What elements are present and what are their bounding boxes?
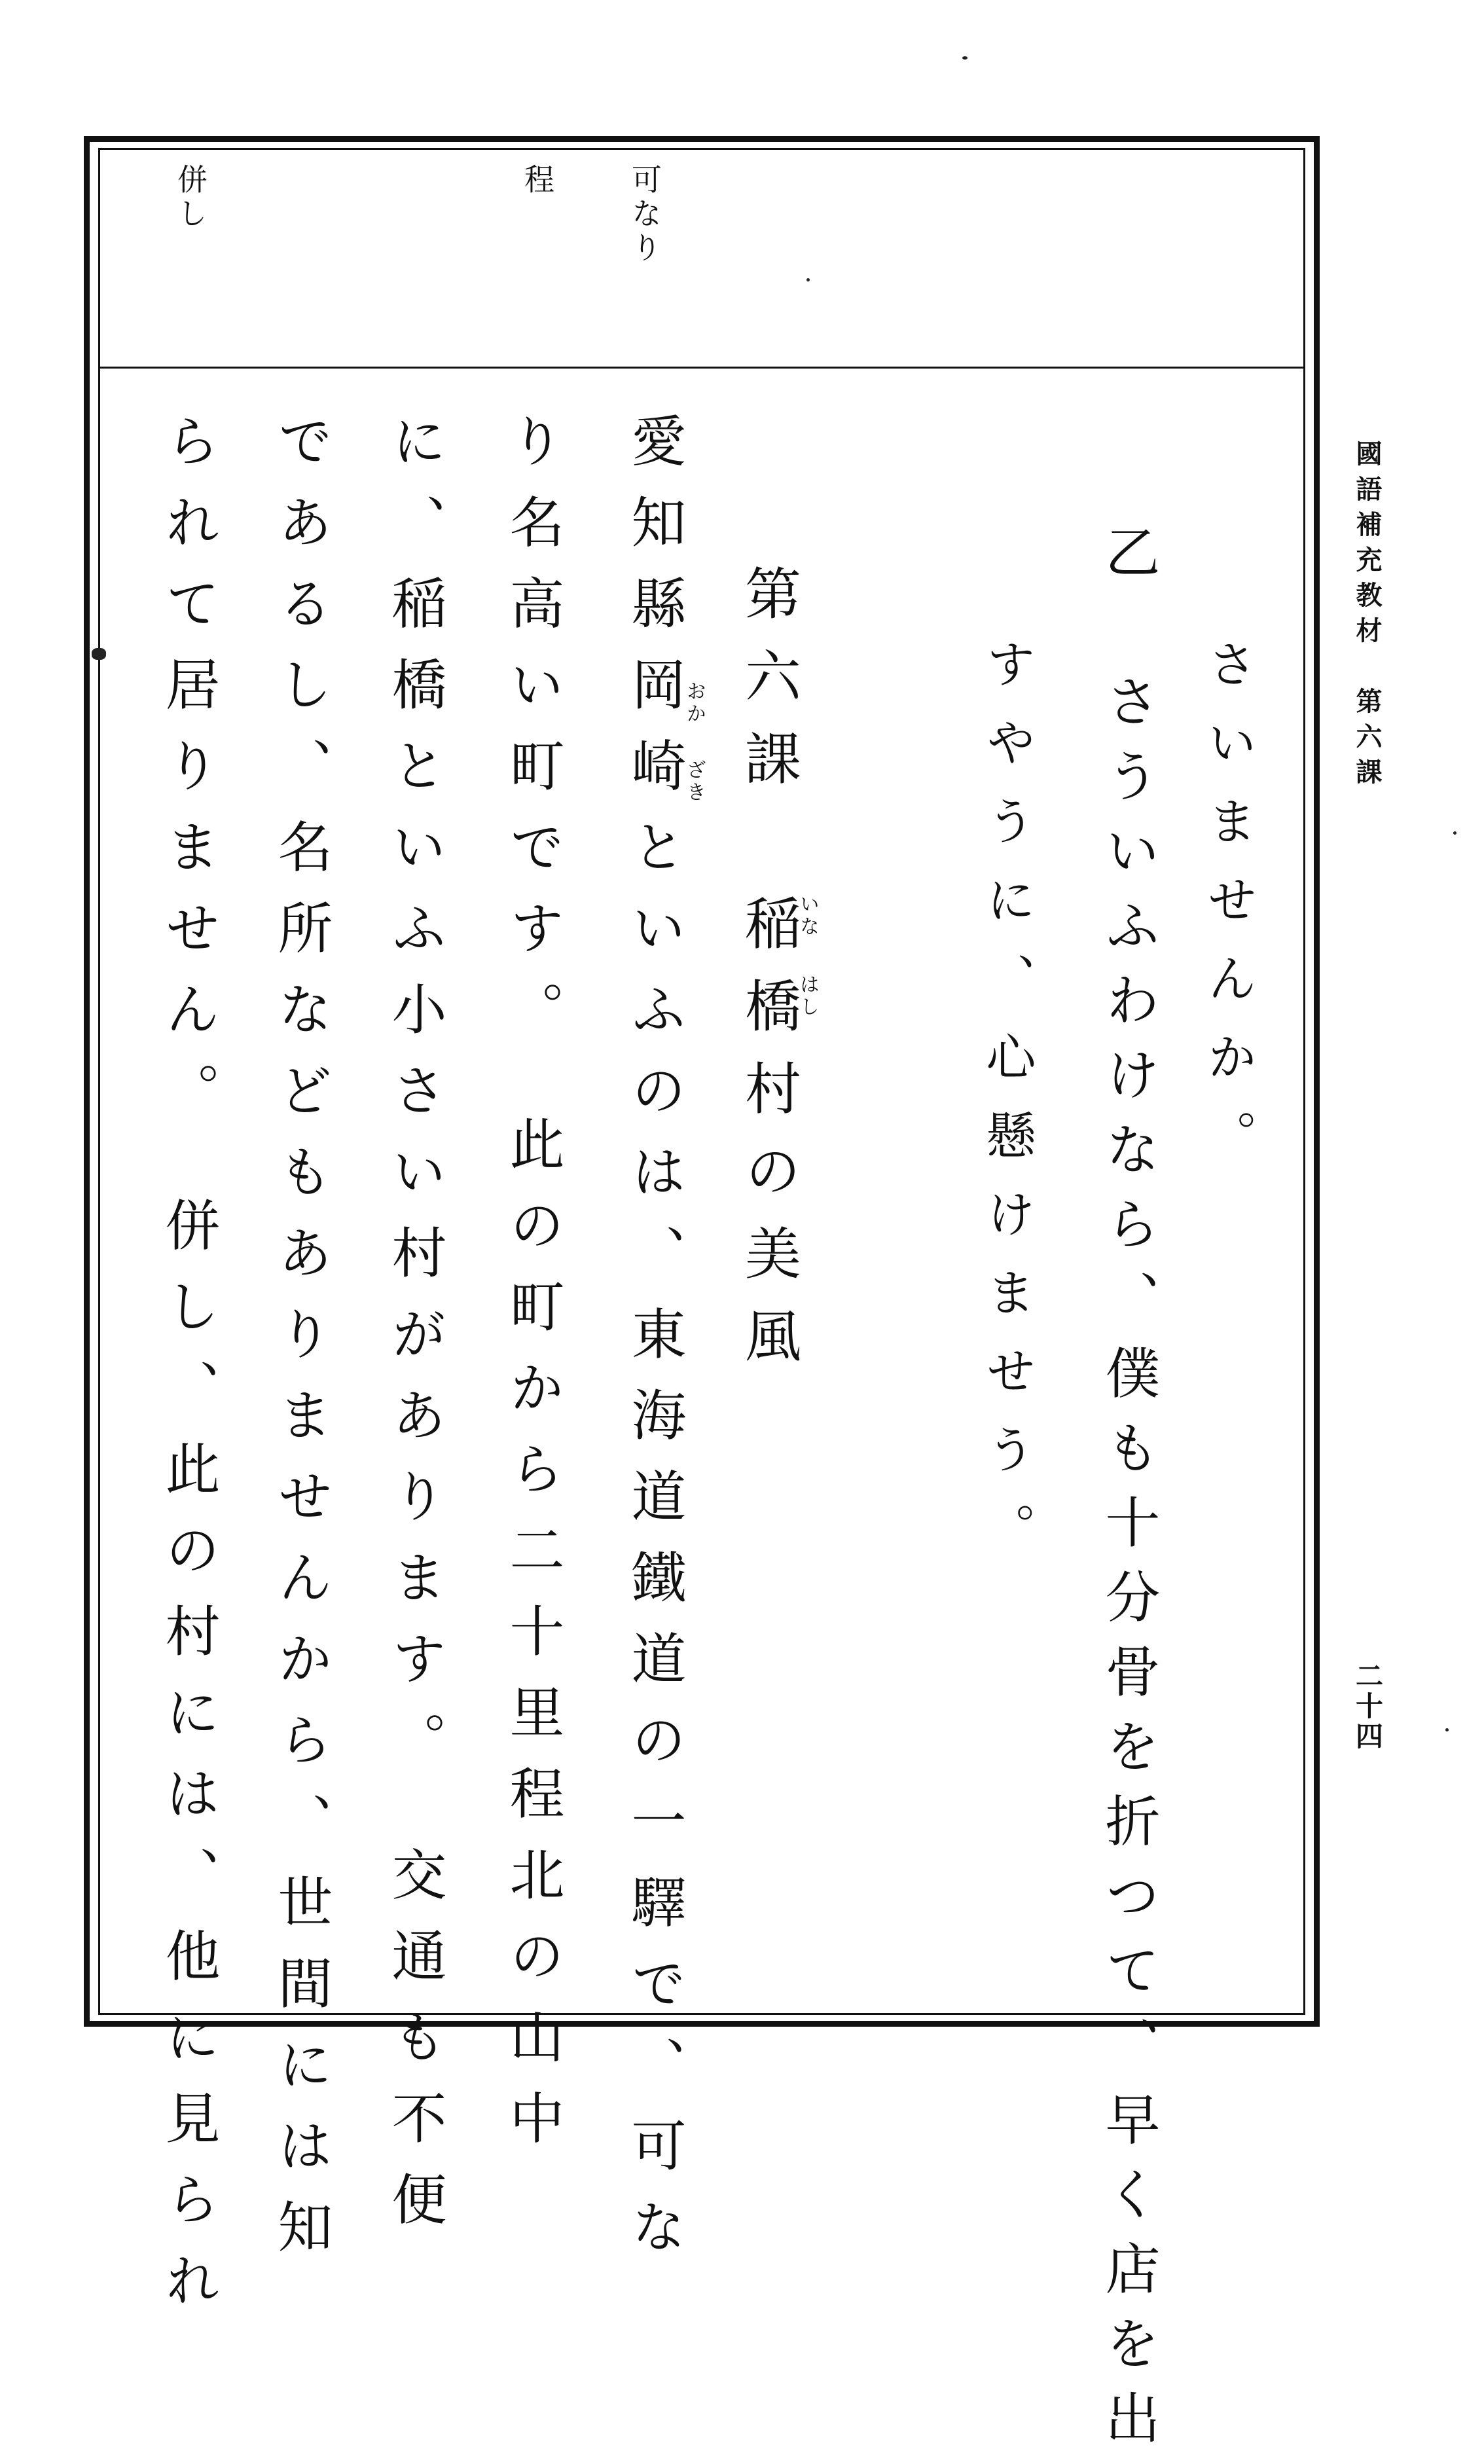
scan-blot bbox=[92, 648, 106, 660]
ruby-zaki: ざき bbox=[683, 759, 706, 804]
running-header: 國語補充教材 第六課 bbox=[1352, 440, 1383, 793]
page-number: 二十四 bbox=[1352, 1661, 1384, 1752]
scan-speck bbox=[1445, 1728, 1449, 1731]
scan-speck bbox=[1453, 831, 1457, 835]
ruby-oka: おか bbox=[683, 681, 706, 725]
scan-speck bbox=[962, 56, 968, 60]
body-column-2: 乙 さういふわけなら、僕も十分骨を折つて、早く店を出 bbox=[1096, 524, 1161, 2464]
body-column-3: すやうに、心懸けませう。 bbox=[978, 638, 1036, 1581]
margin-note-kanari: 可なり bbox=[627, 164, 662, 266]
margin-note-shikashi: 併し bbox=[173, 164, 208, 232]
body-column-8: であるし、名所などもありませんから、世間には知 bbox=[269, 412, 333, 2279]
lesson-title: 第六課 稲橋村の美風 bbox=[735, 564, 801, 1389]
header-divider bbox=[100, 367, 1304, 369]
scan-speck bbox=[806, 278, 810, 281]
body-column-6: り名高い町です。 此の町から二十里程北の山中 bbox=[501, 412, 565, 2171]
body-column-5: 愛知縣岡崎といふのは、東海道鐵道の一驛で、可な bbox=[623, 412, 687, 2279]
ruby-ina: いな bbox=[796, 894, 819, 938]
body-column-1: さいませんか。 bbox=[1199, 638, 1258, 1188]
body-column-7: に、稲橋といふ小さい村があります。 交通も不便 bbox=[383, 412, 447, 2252]
ruby-hashi: はし bbox=[796, 974, 819, 1019]
margin-note-hodo: 程 bbox=[520, 164, 555, 198]
body-column-9: られて居りません。 併し、此の村には、他に見られ bbox=[156, 412, 221, 2333]
